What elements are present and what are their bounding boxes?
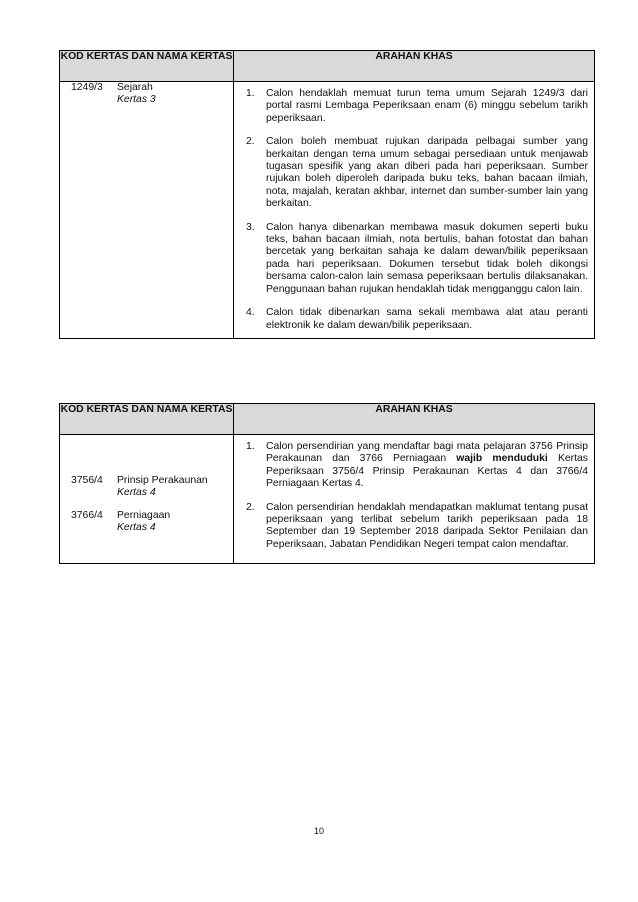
- instructions-table-sejarah: [59, 50, 595, 339]
- paper-entry: [60, 82, 233, 106]
- instruction-text-part: Kertas Peperiksaan 3756/4 Prinsip Perakaunan Kertas 4 dan 3766/4 Perniagaan Kertas 4.: [266, 453, 588, 490]
- table-header-row: [60, 404, 595, 435]
- instruction-text: Calon tidak dibenarkan sama sekali membawa alat atau peranti elektronik ke dalam dewan/bilik peperiksaan.: [266, 307, 588, 331]
- table-body-row: [60, 435, 595, 564]
- header-arahan-khas: ARAHAN KHAS: [234, 51, 595, 82]
- instruction-number: 4.: [246, 307, 255, 319]
- instruction-number: 2.: [246, 136, 255, 148]
- paper-name: [117, 510, 170, 534]
- instruction-item: [246, 307, 588, 332]
- instruction-number: 3.: [246, 221, 255, 233]
- header-kod-kertas: KOD KERTAS DAN NAMA KERTAS: [60, 404, 234, 435]
- instruction-list: [234, 82, 594, 338]
- paper-name: [117, 82, 156, 106]
- instruction-item: [246, 222, 588, 296]
- instructions-cell: [234, 435, 595, 564]
- instruction-text: Calon hendaklah memuat turun tema umum Sejarah 1249/3 dari portal rasmi Lembaga Peperiksaan enam (6) minggu sebelum tarikh peperiksaan.: [266, 88, 588, 124]
- paper-name: [117, 475, 208, 499]
- paper-subject: Perniagaan: [117, 510, 171, 521]
- paper-number: Kertas 4: [117, 522, 156, 533]
- paper-code: 3756/4: [71, 475, 103, 486]
- instruction-number: 1.: [246, 441, 255, 452]
- header-arahan-khas: ARAHAN KHAS: [234, 404, 595, 435]
- instruction-item: [246, 136, 588, 210]
- instructions-table-perakaunan-perniagaan: [59, 403, 595, 564]
- paper-number: Kertas 4: [117, 487, 156, 498]
- page-number: 10: [313, 826, 324, 836]
- instruction-number: 2.: [246, 501, 255, 513]
- instruction-item: [246, 441, 588, 491]
- paper-subject: Prinsip Perakaunan: [117, 475, 208, 486]
- paper-subject: Sejarah: [117, 82, 153, 93]
- instruction-item: [246, 88, 588, 125]
- instructions-cell: [234, 82, 595, 339]
- table-header-row: [60, 51, 595, 82]
- instruction-text: Calon boleh membuat rujukan daripada pelbagai sumber yang berkaitan dengan tema umum sebagai persediaan untuk menjawab tugasan spesifik yang akan diberi pada hari peperiksaan. Sumber rujukan boleh diperoleh daripada buku teks, bahan bacaan ilmiah, nota, majalah, keratan akhbar, internet dan sumber-sumber lain yang berkaitan.: [266, 136, 588, 210]
- paper-entry: [60, 510, 233, 534]
- instruction-text-part: Calon persendirian yang mendaftar bagi mata pelajaran 3756 Prinsip Perakaunan dan 3766 Perniagaan: [266, 441, 588, 465]
- paper-code: 1249/3: [71, 82, 103, 93]
- paper-number: Kertas 3: [117, 94, 156, 105]
- instruction-list: [234, 435, 594, 563]
- instruction-number: 1.: [246, 88, 255, 99]
- paper-entry: [60, 475, 233, 499]
- instruction-emphasis: wajib menduduki: [456, 453, 548, 465]
- instruction-text: Calon persendirian hendaklah mendapatkan maklumat tentang pusat peperiksaan yang terlibat sebelum tarikh peperiksaan pada 18 September dan 19 September 2018 daripada Sektor Penilaian dan Peperiksaan, Jabatan Pendidikan Negeri tempat calon mendaftar.: [266, 501, 588, 550]
- paper-codes-cell: [60, 82, 234, 339]
- instruction-text: [266, 441, 588, 491]
- header-kod-kertas: KOD KERTAS DAN NAMA KERTAS: [60, 51, 234, 82]
- paper-code: 3766/4: [71, 510, 103, 521]
- instruction-item: [246, 502, 588, 552]
- table-body-row: [60, 82, 595, 339]
- paper-codes-cell: [60, 435, 234, 564]
- instruction-text: Calon hanya dibenarkan membawa masuk dokumen seperti buku teks, bahan bacaan ilmiah, nota bertulis, bahan fotostat dan bahan bercetak yang berkaitan sahaja ke dalam dewan/bilik peperiksaan pada hari peperiksaan. Dokumen tersebut tidak boleh dikongsi bersama calon-calon lain semasa peperiksaan bertulis dilaksanakan. Penggunaan bahan rujukan hendaklah tidak mengganggu calon lain.: [266, 221, 588, 295]
